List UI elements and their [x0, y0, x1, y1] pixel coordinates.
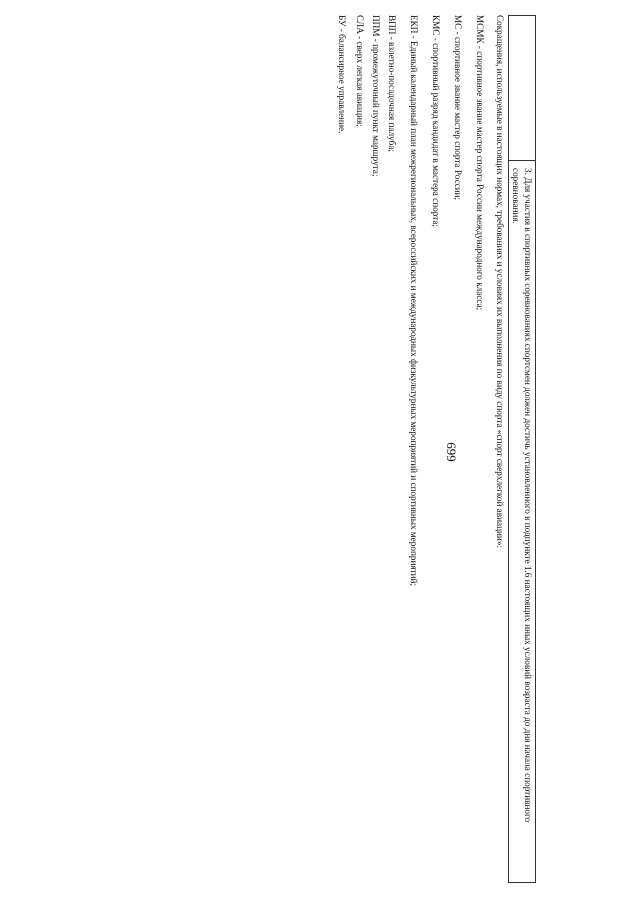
abbreviation-item: МС - спортивное звание мастер спорта России;: [453, 15, 463, 201]
abbreviation-item: БУ - балансирное управление.: [337, 15, 347, 134]
table-fragment: [508, 15, 536, 883]
rotated-page-content: [6, 15, 536, 885]
abbreviation-item: МСМК - спортивное звание мастер спорта России международного класса;: [475, 15, 485, 311]
abbreviation-item: ВПП - взлетно-посадочная палуба;: [387, 15, 397, 152]
abbreviation-item: ЕКП - Единый календарный план межрегиональных, всероссийских и международных физкультурных мероприятий и спортивных мероприятий;: [409, 15, 419, 587]
table-empty-cell: [509, 16, 535, 161]
abbreviations-list: [336, 15, 505, 881]
page-number: 699: [444, 442, 459, 462]
abbreviation-item: ППМ - промежуточный пункт маршрута;: [371, 15, 381, 177]
table-note-text: 3. Для участия в спортивных соревнованиях спортсмен должен достичь установленного в подпункте 1.6 настоящих иных условий возраста до дня начала спортивного соревнования.: [511, 168, 533, 823]
abbreviation-item: КМС - спортивный разряд кандидат в мастера спорта;: [431, 15, 441, 227]
abbreviation-item: СЛА - сверх легкая авиация;: [355, 15, 365, 127]
abbreviations-heading: Сокращения, используемые в настоящих нормах, требованиях и условиях их выполнения по виду спорта «спорт сверхлегкой авиации»:: [495, 15, 505, 548]
